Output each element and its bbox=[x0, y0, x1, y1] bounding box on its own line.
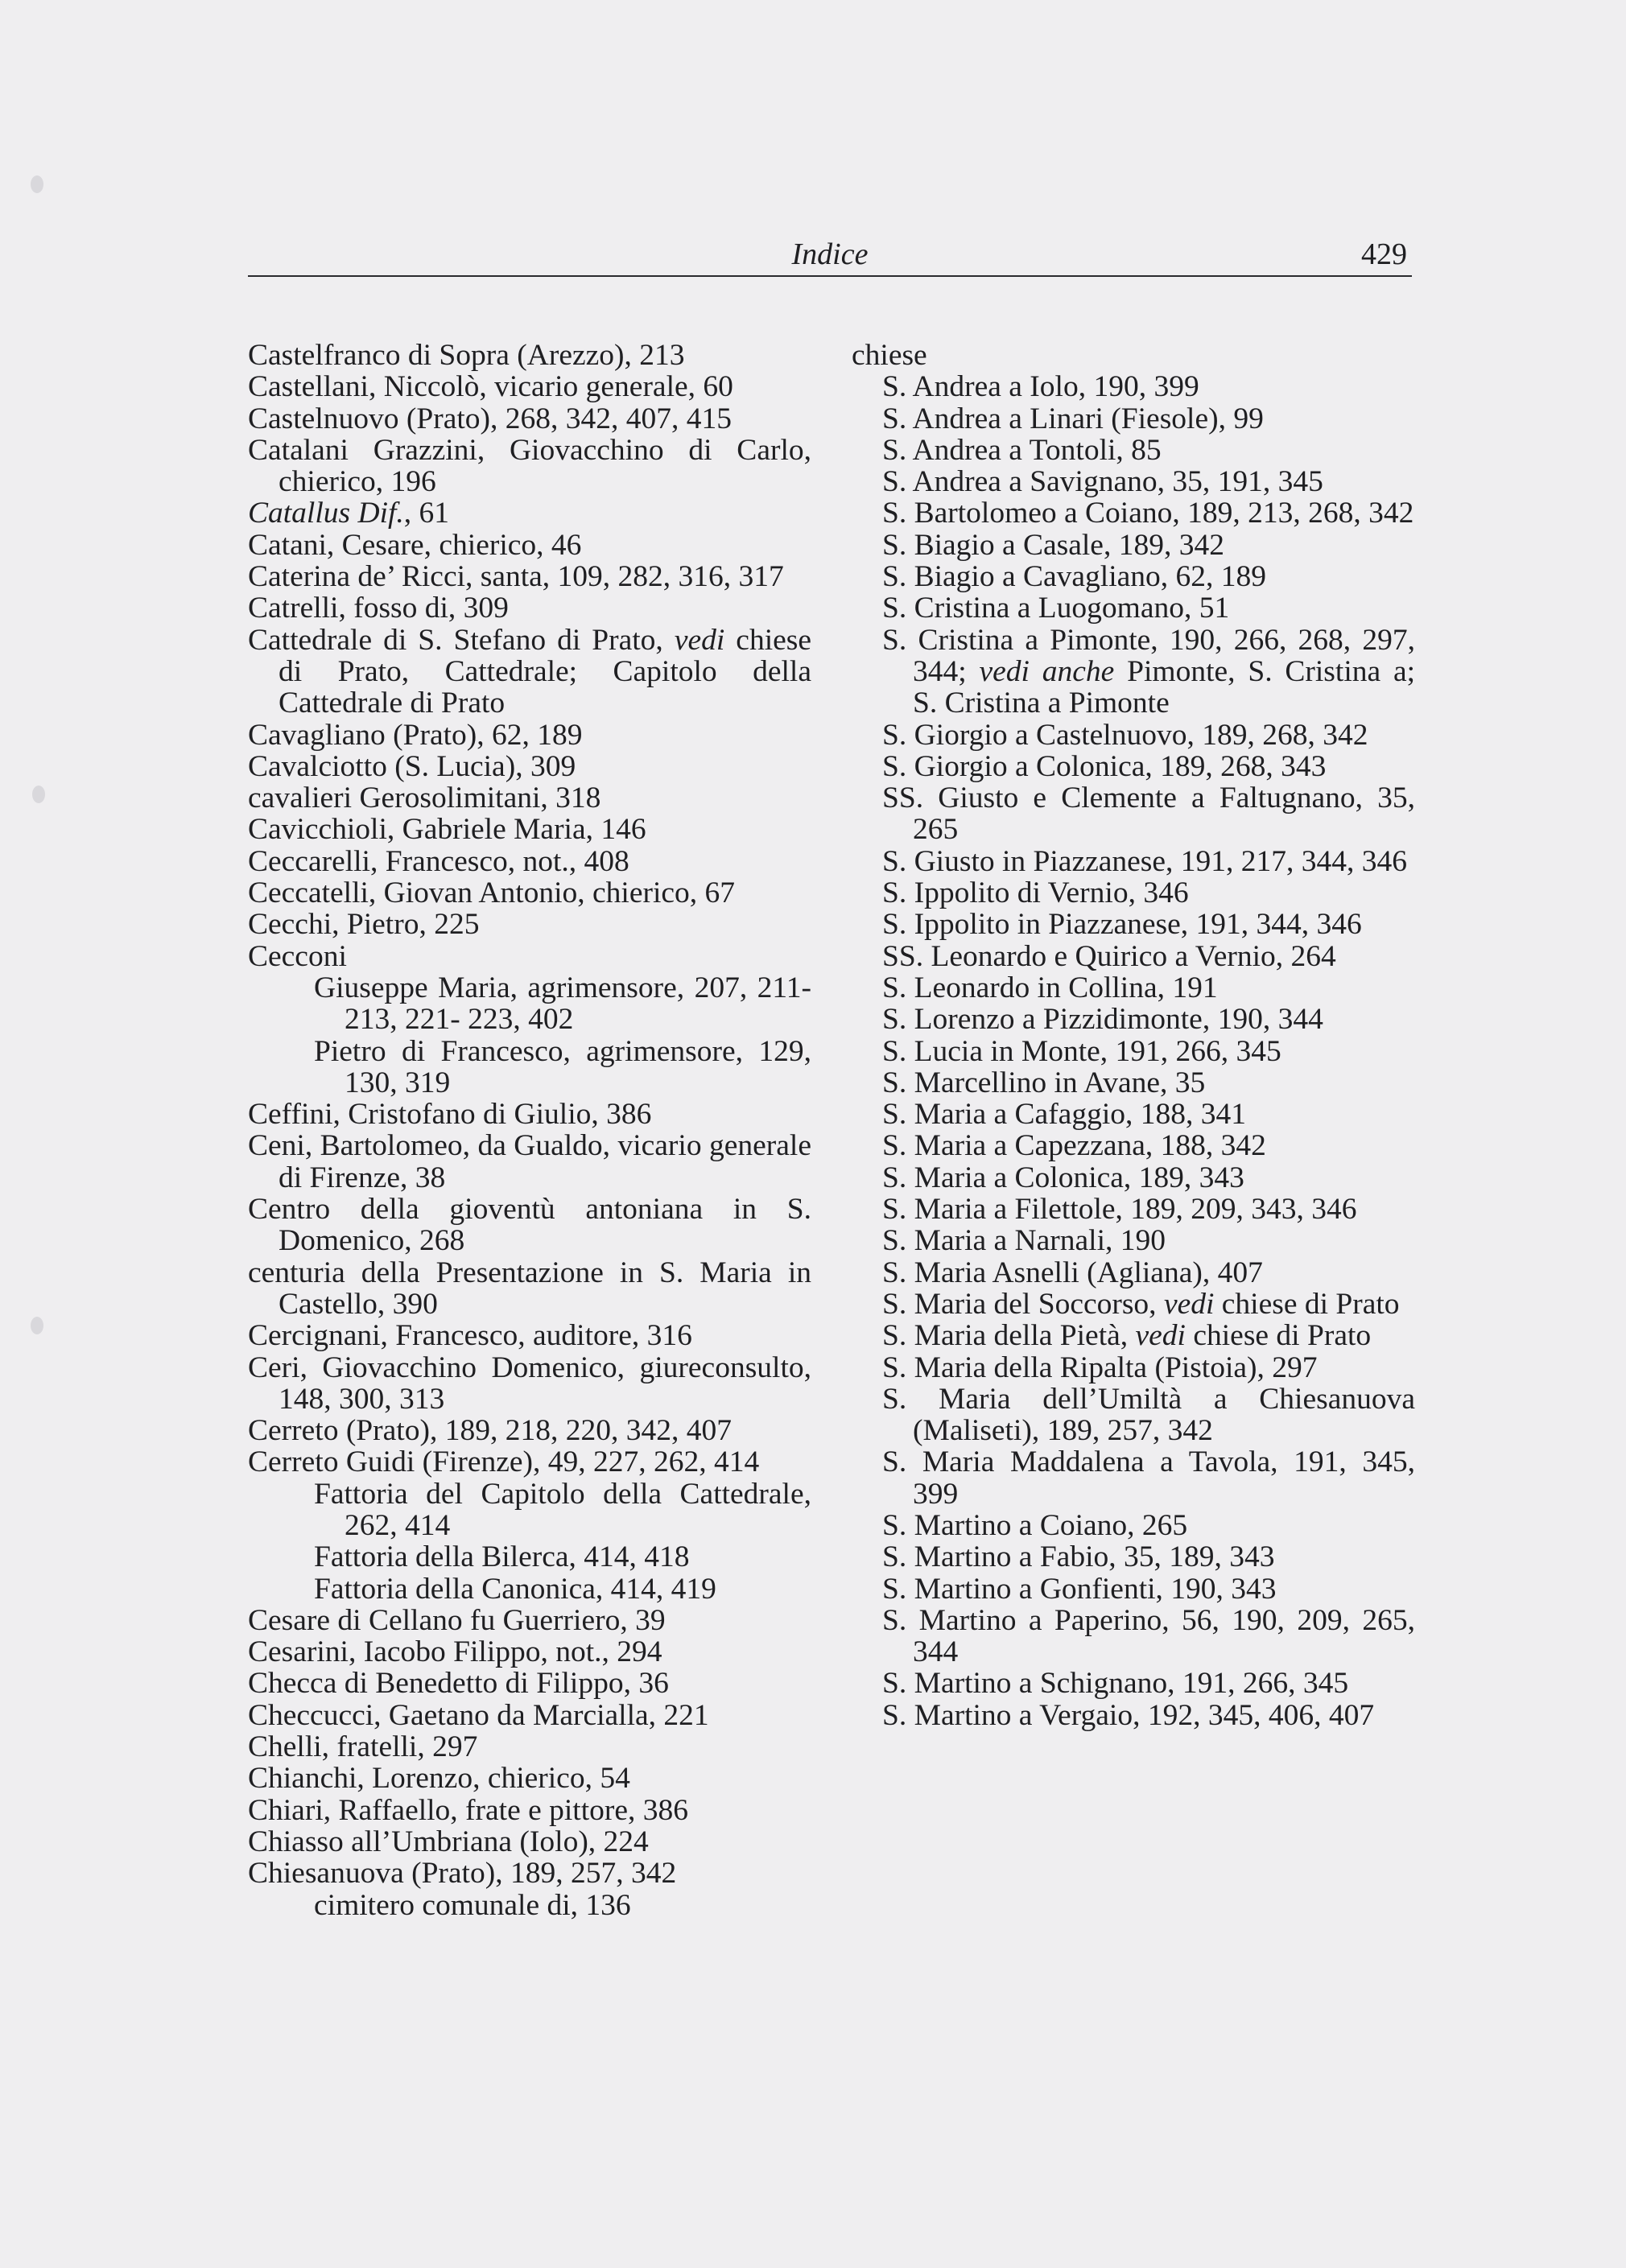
entry-text: S. Martino a Gonfienti, 190, 343 bbox=[882, 1572, 1277, 1606]
index-entry bbox=[852, 592, 1415, 624]
binding-hole-mark bbox=[31, 1317, 43, 1334]
entry-text: Cercignani, Francesco, auditore, 316 bbox=[248, 1319, 692, 1353]
index-subentry bbox=[248, 1541, 811, 1573]
index-entry bbox=[248, 1194, 811, 1257]
index-entry bbox=[248, 909, 811, 940]
index-entry bbox=[852, 846, 1415, 877]
entry-text: Centro della gioventù antoniana in S. Domenico, 268 bbox=[248, 1193, 811, 1258]
index-column-left bbox=[248, 340, 811, 1921]
entry-text: S. Biagio a Cavagliano, 62, 189 bbox=[882, 560, 1267, 594]
entry-text: Cavagliano (Prato), 62, 189 bbox=[248, 718, 583, 752]
entry-text: Catrelli, fosso di, 309 bbox=[248, 592, 509, 625]
cross-reference: vedi bbox=[1135, 1319, 1186, 1353]
entry-text: S. Maria a Colonica, 189, 343 bbox=[882, 1161, 1244, 1194]
entry-text: Cesare di Cellano fu Guerriero, 39 bbox=[248, 1603, 666, 1637]
entry-text: Checcucci, Gaetano da Marcialla, 221 bbox=[248, 1698, 709, 1732]
index-entry bbox=[248, 1446, 811, 1478]
index-entry bbox=[248, 435, 811, 498]
index-entry bbox=[248, 561, 811, 592]
index-entry bbox=[852, 1162, 1415, 1194]
index-entry bbox=[852, 751, 1415, 782]
entry-text: SS. Leonardo e Quirico a Vernio, 264 bbox=[882, 939, 1336, 973]
index-entry bbox=[852, 435, 1415, 466]
index-entry bbox=[248, 1826, 811, 1858]
index-entry bbox=[248, 1130, 811, 1194]
entry-text: chiese di Prato, Cattedrale; Capitolo della Cattedrale di Prato bbox=[279, 623, 812, 720]
index-entry bbox=[248, 340, 811, 371]
index-entry bbox=[248, 1795, 811, 1826]
index-entry bbox=[248, 1320, 811, 1351]
index-entry bbox=[852, 1067, 1415, 1099]
index-entry bbox=[852, 1352, 1415, 1383]
index-entry bbox=[248, 1605, 811, 1636]
entry-text: Ceffini, Cristofano di Giulio, 386 bbox=[248, 1098, 652, 1132]
entry-text: S. Cristina a Pimonte, 190, 266, 268, 297, 344; bbox=[882, 623, 1415, 688]
index-entry bbox=[852, 1383, 1415, 1447]
entry-text: Castelnuovo (Prato), 268, 342, 407, 415 bbox=[248, 402, 732, 435]
italic-text: Catallus Dif. bbox=[248, 497, 404, 530]
index-entry bbox=[852, 782, 1415, 846]
entry-text: S. Giorgio a Castelnuovo, 189, 268, 342 bbox=[882, 718, 1368, 752]
index-entry bbox=[248, 592, 811, 624]
index-subentry bbox=[248, 1036, 811, 1099]
entry-text: S. Marcellino in Avane, 35 bbox=[882, 1066, 1206, 1099]
entry-text: , 61 bbox=[403, 497, 450, 530]
entry-text: S. Giusto in Piazzanese, 191, 217, 344, 346 bbox=[882, 844, 1408, 878]
index-entry bbox=[248, 814, 811, 845]
index-entry bbox=[852, 1289, 1415, 1320]
entry-text: Cerreto (Prato), 189, 218, 220, 342, 407 bbox=[248, 1414, 732, 1448]
entry-text: cavalieri Gerosolimitani, 318 bbox=[248, 781, 601, 815]
entry-text: S. Biagio a Casale, 189, 342 bbox=[882, 528, 1224, 562]
index-entry bbox=[852, 625, 1415, 720]
index-entry bbox=[248, 720, 811, 751]
index-subentry bbox=[248, 972, 811, 1036]
index-entry bbox=[852, 1225, 1415, 1256]
entry-text: S. Maria del Soccorso, bbox=[882, 1287, 1164, 1321]
index-entry bbox=[852, 972, 1415, 1004]
index-entry bbox=[852, 1130, 1415, 1161]
index-subentry bbox=[248, 1478, 811, 1542]
index-entry bbox=[852, 1320, 1415, 1351]
entry-text: S. Maria della Ripalta (Pistoia), 297 bbox=[882, 1350, 1318, 1384]
index-entry bbox=[852, 1700, 1415, 1731]
entry-text: Ceni, Bartolomeo, da Gualdo, vicario generale di Firenze, 38 bbox=[248, 1129, 811, 1194]
index-entry bbox=[852, 1099, 1415, 1130]
entry-text: S. Andrea a Tontoli, 85 bbox=[882, 433, 1162, 467]
entry-text: Checca di Benedetto di Filippo, 36 bbox=[248, 1667, 669, 1701]
index-entry bbox=[248, 751, 811, 782]
index-entry bbox=[852, 1194, 1415, 1225]
entry-text: Ceccarelli, Francesco, not., 408 bbox=[248, 844, 629, 878]
index-entry bbox=[852, 1036, 1415, 1067]
entry-text: Chianchi, Lorenzo, chierico, 54 bbox=[248, 1762, 630, 1796]
entry-text: Fattoria del Capitolo della Cattedrale, 262, 414 bbox=[314, 1477, 811, 1542]
index-entry bbox=[248, 1668, 811, 1699]
index-entry bbox=[248, 1352, 811, 1416]
entry-text: Cecconi bbox=[248, 939, 347, 973]
entry-text: Chelli, fratelli, 297 bbox=[248, 1730, 478, 1764]
index-entry bbox=[852, 1573, 1415, 1605]
cross-reference: vedi bbox=[1163, 1287, 1215, 1321]
index-entry bbox=[852, 1510, 1415, 1541]
entry-text: cimitero comunale di, 136 bbox=[314, 1888, 631, 1922]
page-number: 429 bbox=[1361, 237, 1407, 271]
entry-text: chiese di Prato bbox=[1214, 1287, 1400, 1321]
entry-text: SS. Giusto e Clemente a Faltugnano, 35, 265 bbox=[882, 781, 1415, 847]
entry-text: S. Lorenzo a Pizzidimonte, 190, 344 bbox=[882, 1003, 1323, 1037]
entry-text: Cesarini, Iacobo Filippo, not., 294 bbox=[248, 1635, 662, 1669]
entry-text: S. Maria a Cafaggio, 188, 341 bbox=[882, 1098, 1246, 1132]
entry-text: Castellani, Niccolò, vicario generale, 60 bbox=[248, 370, 733, 404]
index-entry bbox=[852, 497, 1415, 529]
index-entry bbox=[248, 1858, 811, 1889]
entry-text: Cerreto Guidi (Firenze), 49, 227, 262, 414 bbox=[248, 1445, 760, 1479]
index-entry bbox=[248, 1415, 811, 1446]
entry-text: Castelfranco di Sopra (Arezzo), 213 bbox=[248, 339, 685, 372]
binding-hole-mark bbox=[32, 786, 45, 803]
header-title: Indice bbox=[791, 237, 869, 271]
entry-text: S. Ippolito di Vernio, 346 bbox=[882, 876, 1189, 910]
index-entry bbox=[248, 1257, 811, 1321]
entry-text: Catalani Grazzini, Giovacchino di Carlo, chierico, 196 bbox=[248, 433, 811, 499]
index-subentry bbox=[248, 1890, 811, 1921]
entry-text: centuria della Presentazione in S. Maria in Castello, 390 bbox=[248, 1256, 811, 1321]
entry-text: S. Andrea a Iolo, 190, 399 bbox=[882, 370, 1199, 404]
index-entry bbox=[248, 1763, 811, 1794]
entry-text: chiese di Prato bbox=[1185, 1319, 1372, 1353]
index-heading bbox=[852, 340, 1415, 371]
index-entry bbox=[852, 371, 1415, 402]
index-entry bbox=[852, 403, 1415, 435]
index-entry bbox=[852, 720, 1415, 751]
entry-text: S. Martino a Fabio, 35, 189, 343 bbox=[882, 1540, 1275, 1574]
entry-text: Fattoria della Bilerca, 414, 418 bbox=[314, 1540, 690, 1574]
index-entry bbox=[248, 497, 811, 529]
entry-text: S. Maria dell’Umiltà a Chiesanuova (Maliseti), 189, 257, 342 bbox=[882, 1382, 1415, 1448]
entry-text: chiese bbox=[852, 339, 927, 372]
index-entry bbox=[852, 1605, 1415, 1668]
entry-text: Chiasso all’Umbriana (Iolo), 224 bbox=[248, 1825, 649, 1858]
entry-text: Chiesanuova (Prato), 189, 257, 342 bbox=[248, 1857, 677, 1891]
entry-text: S. Maria a Filettole, 189, 209, 343, 346 bbox=[882, 1193, 1357, 1227]
entry-text: Ceri, Giovacchino Domenico, giureconsulto, 148, 300, 313 bbox=[248, 1350, 811, 1416]
index-entry bbox=[852, 909, 1415, 940]
index-entry bbox=[248, 1731, 811, 1763]
entry-text: Catani, Cesare, chierico, 46 bbox=[248, 528, 582, 562]
entry-text: Cattedrale di S. Stefano di Prato, bbox=[248, 623, 675, 657]
index-entry bbox=[248, 1636, 811, 1668]
index-entry bbox=[852, 1668, 1415, 1699]
entry-text: S. Andrea a Linari (Fiesole), 99 bbox=[882, 402, 1264, 435]
index-entry bbox=[248, 371, 811, 402]
entry-text: S. Martino a Schignano, 191, 266, 345 bbox=[882, 1667, 1349, 1701]
index-entry bbox=[248, 403, 811, 435]
entry-text: S. Martino a Paperino, 56, 190, 209, 265, 344 bbox=[882, 1603, 1415, 1669]
index-entry bbox=[248, 1700, 811, 1731]
index-column-right bbox=[852, 340, 1415, 1731]
entry-text: S. Cristina a Luogomano, 51 bbox=[882, 592, 1230, 625]
index-entry bbox=[852, 941, 1415, 972]
index-entry bbox=[852, 1541, 1415, 1573]
entry-text: S. Maria a Narnali, 190 bbox=[882, 1224, 1166, 1258]
index-entry bbox=[248, 625, 811, 720]
index-entry bbox=[852, 1004, 1415, 1035]
cross-reference: vedi bbox=[674, 623, 725, 657]
index-subentry bbox=[248, 1573, 811, 1605]
entry-text: S. Bartolomeo a Coiano, 189, 213, 268, 342 bbox=[882, 497, 1414, 530]
entry-text: Pietro di Francesco, agrimensore, 129, 130, 319 bbox=[314, 1034, 811, 1099]
entry-text: Ceccatelli, Giovan Antonio, chierico, 67 bbox=[248, 876, 736, 910]
index-entry bbox=[248, 846, 811, 877]
entry-text: Cecchi, Pietro, 225 bbox=[248, 908, 480, 942]
index-entry bbox=[248, 782, 811, 814]
entry-text: Caterina de’ Ricci, santa, 109, 282, 316, 317 bbox=[248, 560, 784, 594]
entry-text: Cavalciotto (S. Lucia), 309 bbox=[248, 749, 576, 783]
cross-reference: vedi anche bbox=[979, 654, 1115, 688]
entry-text: S. Leonardo in Collina, 191 bbox=[882, 971, 1218, 1004]
index-entry bbox=[248, 1099, 811, 1130]
entry-text: Fattoria della Canonica, 414, 419 bbox=[314, 1572, 716, 1606]
entry-text: S. Andrea a Savignano, 35, 191, 345 bbox=[882, 465, 1323, 499]
entry-text: Chiari, Raffaello, frate e pittore, 386 bbox=[248, 1793, 689, 1827]
index-entry bbox=[248, 877, 811, 909]
entry-text: S. Maria Maddalena a Tavola, 191, 345, 399 bbox=[882, 1445, 1415, 1511]
index-entry bbox=[852, 530, 1415, 561]
entry-text: Cavicchioli, Gabriele Maria, 146 bbox=[248, 813, 646, 847]
entry-text: S. Martino a Vergaio, 192, 345, 406, 407 bbox=[882, 1698, 1375, 1732]
entry-text: S. Maria della Pietà, bbox=[882, 1319, 1136, 1353]
entry-text: S. Giorgio a Colonica, 189, 268, 343 bbox=[882, 749, 1327, 783]
index-entry bbox=[852, 561, 1415, 592]
entry-text: S. Martino a Coiano, 265 bbox=[882, 1508, 1188, 1542]
index-entry bbox=[852, 1257, 1415, 1289]
index-entry bbox=[248, 941, 811, 972]
binding-hole-mark bbox=[31, 175, 43, 193]
entry-text: S. Maria Asnelli (Agliana), 407 bbox=[882, 1256, 1263, 1289]
index-entry bbox=[852, 877, 1415, 909]
entry-text: S. Ippolito in Piazzanese, 191, 344, 346 bbox=[882, 908, 1362, 942]
entry-text: S. Lucia in Monte, 191, 266, 345 bbox=[882, 1034, 1281, 1068]
index-entry bbox=[248, 530, 811, 561]
index-entry bbox=[852, 466, 1415, 497]
running-header bbox=[248, 230, 1412, 277]
entry-text: Pimonte, S. Cristina a; S. Cristina a Pimonte bbox=[913, 654, 1416, 720]
entry-text: S. Maria a Capezzana, 188, 342 bbox=[882, 1129, 1266, 1163]
index-entry bbox=[852, 1446, 1415, 1510]
entry-text: Giuseppe Maria, agrimensore, 207, 211-213, 221- 223, 402 bbox=[314, 971, 811, 1037]
